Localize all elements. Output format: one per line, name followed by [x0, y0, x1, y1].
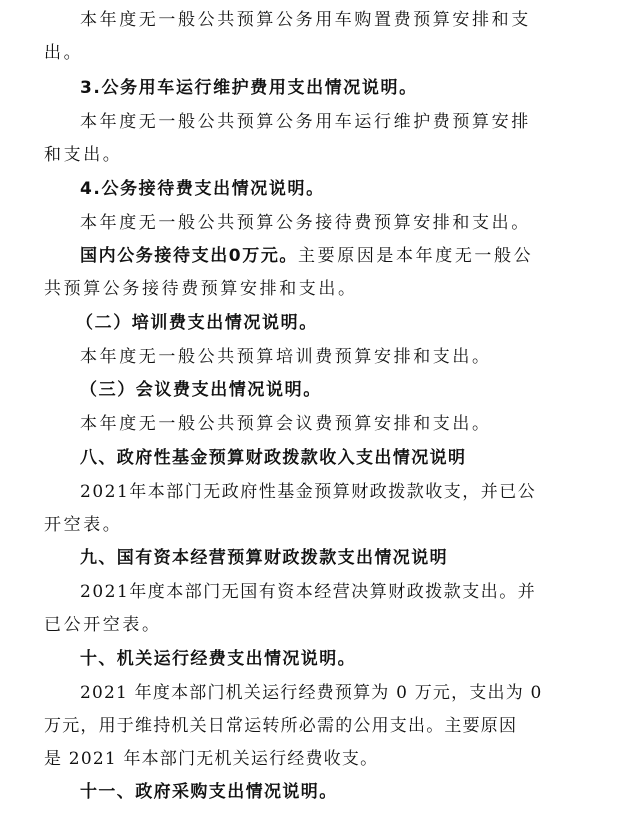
heading-section-11: 十一、政府采购支出情况说明。	[80, 782, 338, 802]
paragraph-reception: 本年度无一般公共预算公务接待费预算安排和支出。	[80, 213, 531, 233]
heading-section-9: 九、国有资本经营预算财政拨款支出情况说明	[80, 548, 448, 568]
paragraph-domestic-reception-line-1	[0, 240, 624, 273]
domestic-reception-lead: 国内公务接待支出0万元。	[80, 246, 299, 266]
heading-reception: 4.公务接待费支出情况说明。	[80, 179, 325, 199]
paragraph-section-9-line-2: 已公开空表。	[44, 615, 162, 635]
paragraph-vehicle-purchase-line-2: 出。	[44, 43, 84, 63]
paragraph-section-8-line-1: 2021年本部门无政府性基金预算财政拨款收支，并已公	[80, 482, 537, 502]
paragraph-vehicle-maintenance-line-1: 本年度无一般公共预算公务用车运行维护费预算安排	[80, 112, 531, 132]
paragraph-section-9-line-1: 2021年度本部门无国有资本经营决算财政拨款支出。并	[80, 582, 537, 602]
paragraph-vehicle-purchase-line-1: 本年度无一般公共预算公务用车购置费预算安排和支	[80, 10, 531, 30]
domestic-reception-reason: 主要原因是本年度无一般公	[298, 246, 534, 266]
paragraph-vehicle-maintenance-line-2: 和支出。	[44, 145, 123, 165]
heading-vehicle-maintenance: 3.公务用车运行维护费用支出情况说明。	[80, 78, 418, 98]
paragraph-section-10-line-3: 是 2021 年本部门无机关运行经费收支。	[44, 749, 379, 769]
paragraph-section-10-line-1: 2021 年度本部门机关运行经费预算为 0 万元，支出为 0	[80, 683, 543, 703]
paragraph-meeting: 本年度无一般公共预算会议费预算安排和支出。	[80, 414, 492, 434]
heading-meeting: （三）会议费支出情况说明。	[80, 380, 322, 400]
heading-training: （二）培训费支出情况说明。	[76, 313, 318, 333]
paragraph-training: 本年度无一般公共预算培训费预算安排和支出。	[80, 347, 492, 367]
heading-section-10: 十、机关运行经费支出情况说明。	[80, 649, 356, 669]
heading-section-8: 八、政府性基金预算财政拨款收入支出情况说明	[80, 448, 467, 468]
paragraph-section-10-line-2: 万元，用于维持机关日常运转所必需的公用支出。主要原因	[44, 716, 518, 736]
paragraph-section-8-line-2: 开空表。	[44, 515, 123, 535]
paragraph-domestic-reception-line-2: 共预算公务接待费预算安排和支出。	[44, 279, 358, 299]
